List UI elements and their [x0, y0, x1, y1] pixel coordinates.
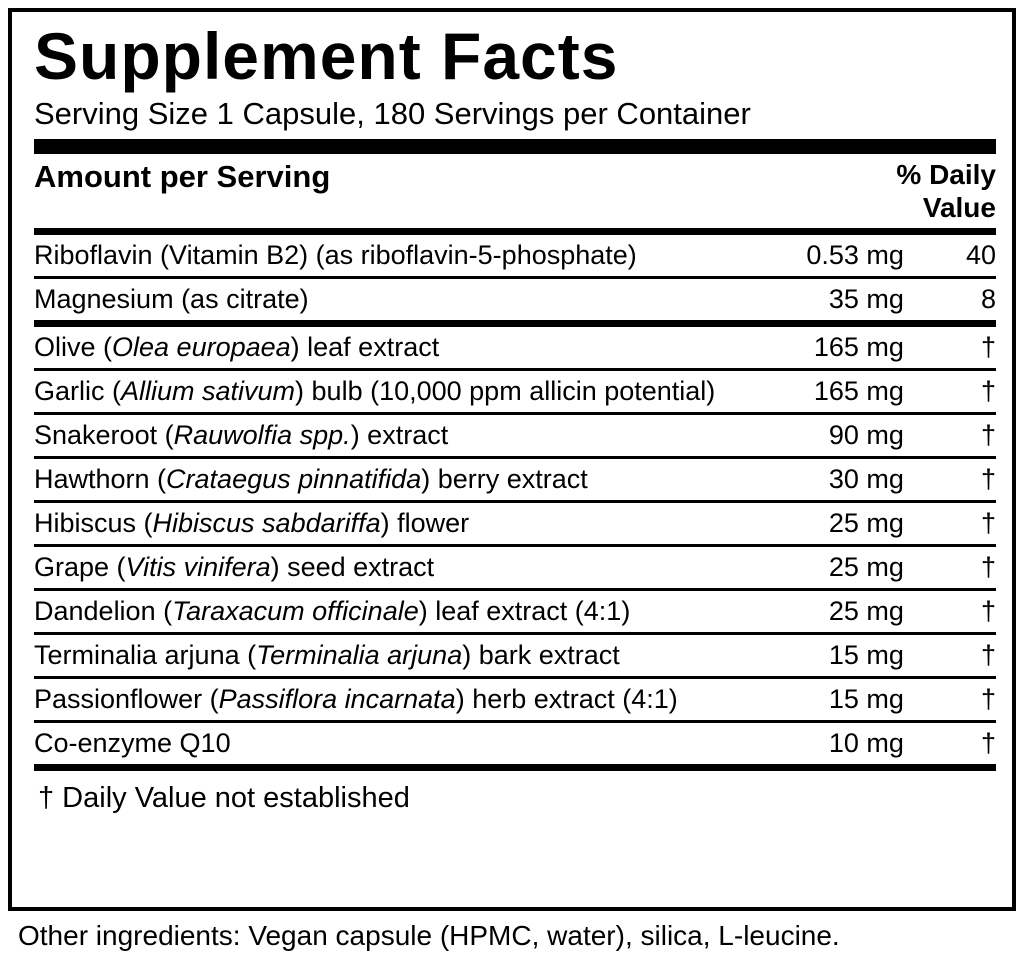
table-row	[34, 634, 996, 678]
table-row	[34, 414, 996, 458]
amount-per-serving-header: Amount per Serving	[34, 159, 331, 194]
botanical-name-pre: Olive (	[34, 332, 113, 362]
nutrient-dv-cell: 40	[904, 235, 996, 278]
botanical-amount-cell: 15 mg	[750, 634, 904, 678]
botanical-name-pre: Snakeroot (	[34, 420, 174, 450]
daily-value-header-line1: % Daily	[896, 159, 996, 190]
botanical-amount-cell: 15 mg	[750, 678, 904, 722]
botanical-name-cell	[34, 502, 750, 546]
botanical-name-latin: Terminalia arjuna	[256, 640, 463, 670]
botanical-name-post: ) herb extract (4:1)	[455, 684, 678, 714]
botanical-name-post: ) leaf extract (4:1)	[418, 596, 631, 626]
botanical-amount-cell: 30 mg	[750, 458, 904, 502]
botanical-name-cell	[34, 324, 750, 370]
serving-size-text: Serving Size 1 Capsule, 180 Servings per Container	[34, 96, 751, 131]
table-row	[34, 458, 996, 502]
botanical-name-pre: Hawthorn (	[34, 464, 167, 494]
botanical-name-pre: Terminalia arjuna (	[34, 640, 257, 670]
divider-under-headers	[34, 228, 996, 235]
botanical-name-post: ) berry extract	[421, 464, 588, 494]
botanical-dv-cell: †	[904, 414, 996, 458]
botanical-name-latin: Olea europaea	[112, 332, 291, 362]
botanical-dv-cell: †	[904, 546, 996, 590]
botanical-name-cell	[34, 678, 750, 722]
page-title: Supplement Facts	[34, 19, 619, 93]
botanical-amount-cell: 165 mg	[750, 370, 904, 414]
nutrient-amount-cell: 35 mg	[750, 278, 904, 324]
table-row	[34, 590, 996, 634]
botanical-name-post: ) bulb (10,000 ppm allicin potential)	[295, 376, 716, 406]
table-row	[34, 678, 996, 722]
botanical-amount-cell: 25 mg	[750, 502, 904, 546]
botanical-name-latin: Passiflora incarnata	[218, 684, 456, 714]
botanical-dv-cell: †	[904, 678, 996, 722]
botanical-dv-cell: †	[904, 634, 996, 678]
facts-inner-content	[34, 20, 996, 815]
botanical-dv-cell: †	[904, 722, 996, 768]
table-row	[34, 235, 996, 278]
botanical-name-latin: Taraxacum officinale	[172, 596, 419, 626]
botanical-dv-cell: †	[904, 590, 996, 634]
table-row	[34, 324, 996, 370]
botanical-name-cell	[34, 722, 750, 768]
table-row	[34, 278, 996, 324]
botanical-name-latin: Crataegus pinnatifida	[166, 464, 422, 494]
botanical-dv-cell: †	[904, 370, 996, 414]
nutrient-table	[34, 235, 996, 771]
botanical-name-pre: Dandelion (	[34, 596, 173, 626]
botanical-name-cell	[34, 590, 750, 634]
botanical-name-pre: Grape (	[34, 552, 126, 582]
botanical-amount-cell: 165 mg	[750, 324, 904, 370]
nutrient-name-pre: Magnesium (as citrate)	[34, 284, 309, 314]
botanical-name-cell	[34, 370, 750, 414]
botanical-name-cell	[34, 634, 750, 678]
table-row	[34, 502, 996, 546]
table-row	[34, 546, 996, 590]
botanical-amount-cell: 25 mg	[750, 546, 904, 590]
daily-value-footnote: † Daily Value not established	[38, 782, 410, 814]
botanical-name-post: ) flower	[380, 508, 470, 538]
botanical-name-post: ) extract	[350, 420, 449, 450]
table-row	[34, 722, 996, 768]
botanical-name-pre: Garlic (	[34, 376, 121, 406]
divider-thick-top	[34, 139, 996, 154]
botanical-name-latin: Rauwolfia spp.	[173, 420, 351, 450]
nutrient-name-cell	[34, 278, 750, 324]
nutrient-amount-cell: 0.53 mg	[750, 235, 904, 278]
botanical-name-cell	[34, 458, 750, 502]
botanical-name-latin: Vitis vinifera	[125, 552, 271, 582]
botanical-amount-cell: 10 mg	[750, 722, 904, 768]
botanical-amount-cell: 25 mg	[750, 590, 904, 634]
botanical-name-post: ) bark extract	[462, 640, 620, 670]
facts-border-box	[8, 8, 1016, 911]
botanical-amount-cell: 90 mg	[750, 414, 904, 458]
botanical-dv-cell: †	[904, 458, 996, 502]
daily-value-header	[896, 158, 996, 224]
other-ingredients-text: Other ingredients: Vegan capsule (HPMC, water), silica, L-leucine.	[18, 920, 840, 951]
nutrient-name-pre: Riboflavin (Vitamin B2) (as riboflavin-5-phosphate)	[34, 240, 637, 270]
botanical-name-cell	[34, 414, 750, 458]
botanical-name-pre: Co-enzyme Q10	[34, 728, 231, 758]
botanical-dv-cell: †	[904, 324, 996, 370]
botanical-name-post: ) seed extract	[270, 552, 435, 582]
botanical-name-pre: Hibiscus (	[34, 508, 153, 538]
table-row	[34, 370, 996, 414]
botanical-name-pre: Passionflower (	[34, 684, 219, 714]
nutrient-name-cell	[34, 235, 750, 278]
botanical-name-post: ) leaf extract	[290, 332, 440, 362]
botanical-name-cell	[34, 546, 750, 590]
nutrient-table-body	[34, 235, 996, 768]
nutrient-dv-cell: 8	[904, 278, 996, 324]
botanical-name-latin: Allium sativum	[121, 376, 296, 406]
botanical-dv-cell: †	[904, 502, 996, 546]
botanical-name-latin: Hibiscus sabdariffa	[152, 508, 381, 538]
column-headers-row	[34, 154, 996, 228]
daily-value-header-line2: Value	[922, 192, 996, 223]
